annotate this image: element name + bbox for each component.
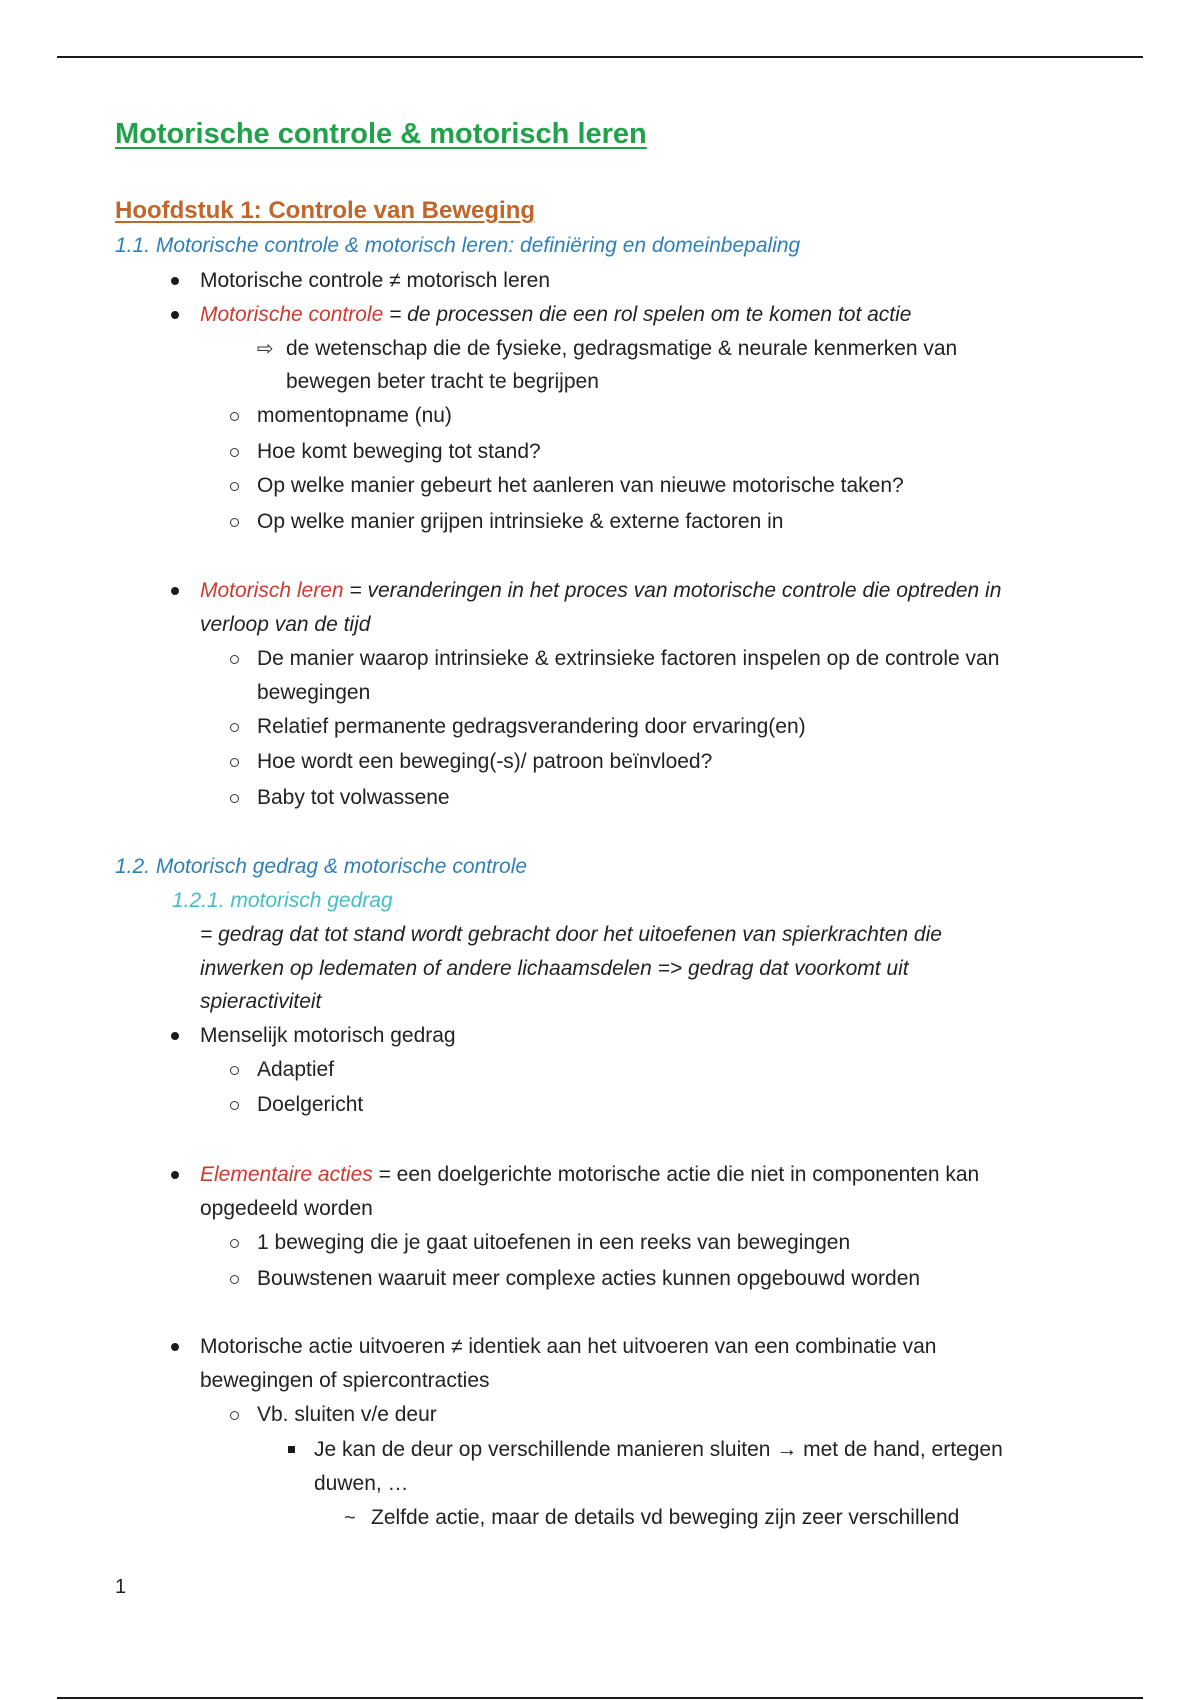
bullet-icon [171, 277, 179, 285]
tilde-icon: ~ [344, 1507, 356, 1529]
subsection-heading-1-2-1: 1.2.1. motorisch gedrag [172, 889, 393, 912]
list-item: De manier waarop intrinsieke & extrinsieke factoren inspelen op de controle van [257, 647, 1000, 670]
circle-bullet-icon [230, 448, 239, 457]
definition-text: opgedeeld worden [200, 1197, 373, 1220]
list-item: momentopname (nu) [257, 404, 452, 427]
arrow-text: bewegen beter tracht te begrijpen [286, 370, 599, 393]
list-item [200, 1162, 979, 1188]
definition-text: inwerken op ledematen of andere lichaamsdelen => gedrag dat voorkomt uit [200, 957, 909, 980]
list-item: Motorische actie uitvoeren ≠ identiek aan het uitvoeren van een combinatie van [200, 1335, 937, 1358]
list-item: Hoe komt beweging tot stand? [257, 440, 541, 463]
list-item: Motorische controle ≠ motorisch leren [200, 269, 550, 292]
definition-text: spieractiviteit [200, 990, 322, 1013]
bullet-icon [171, 1032, 179, 1040]
list-item [200, 302, 911, 328]
list-item: Relatief permanente gedragsverandering door ervaring(en) [257, 715, 806, 738]
list-item: Baby tot volwassene [257, 786, 450, 809]
list-item: Op welke manier gebeurt het aanleren van nieuwe motorische taken? [257, 474, 904, 497]
term-motorische-controle: Motorische controle [200, 303, 384, 326]
circle-bullet-icon [230, 518, 239, 527]
definition-text: = een doelgerichte motorische actie die niet in componenten kan [372, 1163, 980, 1186]
square-bullet-icon [288, 1446, 295, 1453]
bullet-icon [171, 1343, 179, 1351]
arrow-text: de wetenschap die de fysieke, gedragsmatige & neurale kenmerken van [286, 337, 958, 360]
arrow-icon: ⇨ [257, 338, 274, 360]
definition-text: = veranderingen in het proces van motorische controle die optreden in [343, 579, 1002, 602]
footer-rule [57, 1697, 1143, 1699]
bullet-icon [171, 587, 179, 595]
term-elementaire-acties: Elementaire acties [200, 1163, 373, 1186]
circle-bullet-icon [230, 1275, 239, 1284]
circle-bullet-icon [230, 794, 239, 803]
circle-bullet-icon [230, 655, 239, 664]
circle-bullet-icon [230, 1101, 239, 1110]
page-number: 1 [115, 1576, 127, 1598]
section-heading-1-1: 1.1. Motorische controle & motorisch leren: definiëring en domeinbepaling [115, 234, 801, 257]
list-item: Doelgericht [257, 1093, 364, 1116]
list-item: bewegingen of spiercontracties [200, 1369, 490, 1392]
chapter-heading: Hoofdstuk 1: Controle van Beweging [115, 197, 536, 224]
bullet-icon [171, 1171, 179, 1179]
circle-bullet-icon [230, 482, 239, 491]
circle-bullet-icon [230, 412, 239, 421]
circle-bullet-icon [230, 1239, 239, 1248]
list-item: Bouwstenen waaruit meer complexe acties kunnen opgebouwd worden [257, 1267, 921, 1290]
definition-text: = de processen die een rol spelen om te komen tot actie [383, 303, 912, 326]
circle-bullet-icon [230, 1066, 239, 1075]
list-item: bewegingen [257, 681, 371, 704]
document-title: Motorische controle & motorisch leren [115, 118, 647, 150]
list-item: duwen, … [314, 1472, 409, 1495]
circle-bullet-icon [230, 758, 239, 767]
list-item: Je kan de deur op verschillende manieren sluiten → met de hand, ertegen [314, 1438, 1003, 1461]
definition-text: = gedrag dat tot stand wordt gebracht door het uitoefenen van spierkrachten die [200, 923, 942, 946]
circle-bullet-icon [230, 1411, 239, 1420]
list-item [200, 578, 1001, 604]
circle-bullet-icon [230, 723, 239, 732]
list-item: Op welke manier grijpen intrinsieke & externe factoren in [257, 510, 784, 533]
bullet-icon [171, 311, 179, 319]
list-item: Menselijk motorisch gedrag [200, 1024, 456, 1047]
list-item: Adaptief [257, 1058, 335, 1081]
list-item: Zelfde actie, maar de details vd beweging zijn zeer verschillend [371, 1506, 960, 1529]
list-item: Hoe wordt een beweging(-s)/ patroon beïnvloed? [257, 750, 713, 773]
list-item: 1 beweging die je gaat uitoefenen in een reeks van bewegingen [257, 1231, 851, 1254]
definition-text: verloop van de tijd [200, 613, 371, 636]
list-item: Vb. sluiten v/e deur [257, 1403, 437, 1426]
term-motorisch-leren: Motorisch leren [200, 579, 344, 602]
section-heading-1-2: 1.2. Motorisch gedrag & motorische controle [115, 855, 528, 878]
